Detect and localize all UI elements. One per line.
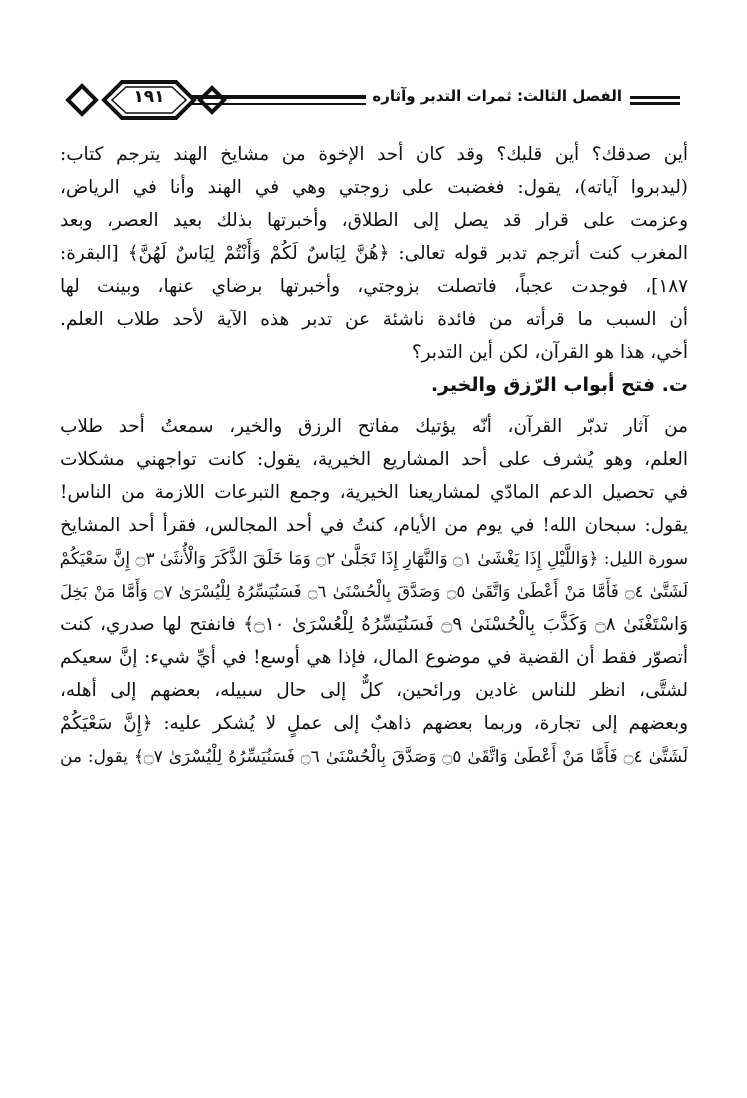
text-line: (ليدبروا آياته)، يقول: فغضبت على زوجتي وهي في الهند وأنا في الرياض، <box>60 177 688 198</box>
section-heading: ت. فتح أبواب الرّزق والخير. <box>430 374 688 396</box>
text-line-verse: المغرب كنت أترجم تدبر قوله تعالى: ﴿هُنَّ لِبَاسٌ لَكُمْ وَأَنْتُمْ لِبَاسٌ لَهُنَّ﴾ [البقرة: <box>60 243 688 264</box>
page-number: ١٩١ <box>133 87 165 107</box>
text-line: أن السبب ما قرأته من فائدة ناشئة عن تدبر هذه الآية لأحد طلاب العلم. <box>60 309 688 330</box>
text-line-verse: سورة الليل: ﴿وَاللَّيْلِ إِذَا يَغْشَىٰ ۝١ وَالنَّهَارِ إِذَا تَجَلَّىٰ ۝٢ وَمَا خَلَقَ الذَّكَرَ وَالْأُنثَىٰ ۝٣ إِنَّ سَعْيَكُمْ <box>60 548 688 568</box>
text-line: لشتَّى، انظر للناس غادين ورائحين، كلٌّ إلى حال سبيله، بعضهم إلى أهله، <box>60 680 688 701</box>
text-line: في تحصيل الدعم المادّي لمشاريعنا الخيرية، وجمع التبرعات اللازمة من الناس! <box>60 482 688 503</box>
text-line-verse: وبعضهم إلى تجارة، وربما بعضهم ذاهبٌ إلى عملٍ لا يُشكر عليه: ﴿إِنَّ سَعْيَكُمْ <box>60 713 688 734</box>
text-line: أخي، هذا هو القرآن، لكن أين التدبر؟ <box>411 342 688 363</box>
text-line: وعزمت على قرار قد يصل إلى الطلاق، وأخبرتها بذلك بعيد العصر، وبعد <box>60 210 688 231</box>
running-header <box>64 78 684 122</box>
text-line-verse: لَشَتَّىٰ ۝٤ فَأَمَّا مَنْ أَعْطَىٰ وَاتَّقَىٰ ۝٥ وَصَدَّقَ بِالْحُسْنَىٰ ۝٦ فَسَنُيَسِّرُهُ لِلْيُسْرَىٰ ۝٧﴾ يقول: من <box>60 746 688 766</box>
body-text <box>60 138 688 773</box>
running-title: الفصل الثالث: ثمرات التدبر وآثاره <box>366 87 628 113</box>
text-line: أتصوّر فقط أن القضية في موضوع المال، فإذا هي أوسع! في أيِّ شيء: إنَّ سعيكم <box>60 647 688 668</box>
text-line-verse: وَاسْتَغْنَىٰ ۝٨ وَكَذَّبَ بِالْحُسْنَىٰ ۝٩ فَسَنُيَسِّرُهُ لِلْعُسْرَىٰ ۝١٠﴾ فانفتح لها صدري، كنت <box>60 614 688 635</box>
text-line: يقول: سبحان الله! في يوم من الأيام، كنتُ في أحد المجالس، فقرأ أحد المشايخ <box>60 515 688 536</box>
text-line: العلم، وهو يُشرف على أحد المشاريع الخيرية، يقول: كانت تواجهني مشكلات <box>60 449 688 470</box>
text-line-verse: لَشَتَّىٰ ۝٤ فَأَمَّا مَنْ أَعْطَىٰ وَاتَّقَىٰ ۝٥ وَصَدَّقَ بِالْحُسْنَىٰ ۝٦ فَسَنُيَسِّرُهُ لِلْيُسْرَىٰ ۝٧ وَأَمَّا مَنْ بَخِلَ <box>60 582 688 601</box>
text-line: أين صدقك؟ أين قلبك؟ وقد كان أحد الإخوة من مشايخ الهند يترجم كتاب: <box>60 144 688 165</box>
text-line: من آثار تدبّر القرآن، أنّه يؤتيك مفاتح الرزق والخير، سمعتُ أحد طلاب <box>60 416 688 437</box>
text-line: ١٨٧]، فوجدت عجباً، فاتصلت بزوجتي، وأخبرتها برضاي عنها، وبينت لها <box>60 276 688 297</box>
